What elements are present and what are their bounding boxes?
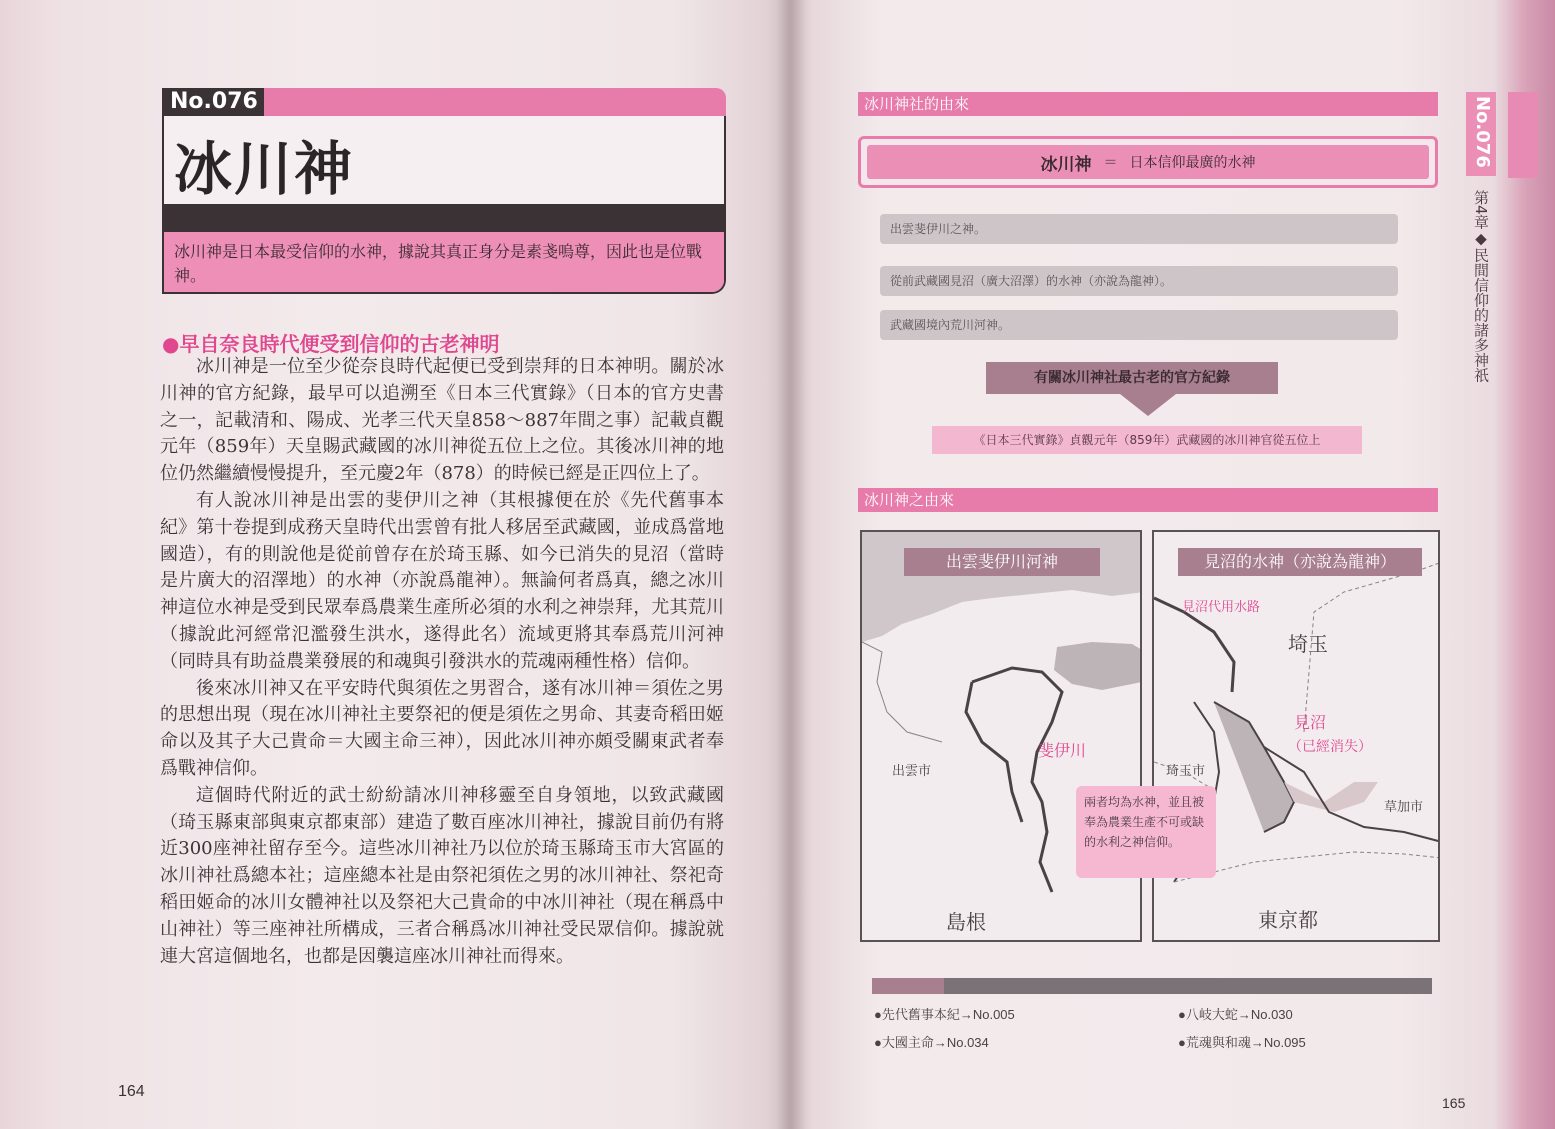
book-gutter (776, 0, 806, 1129)
paragraph: 冰川神是一位至少從奈良時代起便已受到崇拜的日本神明。關於冰川神的官方紀錄，最早可以追溯至《日本三代實錄》（日本的官方史書之一，記載清和、陽成、光孝三代天皇858～887年間之事）記載貞觀元年（859年）天皇賜武藏國的冰川神從五位上之位。其後冰川神的地位仍然繼續慢慢提升，至元慶2年（878）的時候已經是正四位上了。 (160, 356, 724, 485)
city-label: 出雲市 (892, 764, 932, 779)
related-bar (872, 978, 1432, 994)
key-concept-inner (867, 145, 1429, 179)
entry-divider-band (164, 204, 726, 232)
section-heading: ●早自奈良時代便受到信仰的古老神明 (162, 332, 500, 356)
origin-item: 武藏國境內荒川河神。 (880, 310, 1398, 340)
capital-label: 東京都 (1258, 908, 1318, 932)
paragraph: 後來冰川神又在平安時代與須佐之男習合，遂有冰川神＝須佐之男的思想出現（現在冰川神社主要祭祀的便是須佐之男命、其妻奇稻田姬命以及其子大己貴命＝大國主命三神），因此冰川神亦頗受關東武者奉爲戰神信仰。 (160, 677, 724, 779)
page-number-right: 165 (1442, 1095, 1466, 1111)
prefecture-label: 島根 (946, 910, 986, 934)
origin2-section-bar: 冰川神之由來 (858, 488, 1438, 512)
paragraph: 這個時代附近的武士紛紛請冰川神移靈至自身領地，以致武藏國（琦玉縣東部與東京都東部）建造了數百座冰川神社，據說目前仍有將近300座神社留存至今。這些冰川神社乃以位於琦玉縣琦玉市大宮區的冰川神社爲總本社；這座總本社是由祭祀須佐之男的冰川神社、祭祀奇稻田姬命的冰川女體神社以及祭祀大己貴命的中冰川神社（現在稱爲中山神社）等三座神社所構成，三者合稱爲冰川神社受民眾信仰。據說就連大宮這個地名，也都是因襲這座冰川神社而得來。 (160, 784, 724, 967)
city-label: 草加市 (1384, 800, 1424, 815)
related-link[interactable]: ●八岐大蛇→No.030 (1178, 1007, 1293, 1022)
paragraph: 有人說冰川神是出雲的斐伊川之神（其根據便在於《先代舊事本紀》第十卷提到成務天皇時代出雲曾有批人移居至武藏國，並成爲當地國造），有的則說他是從前曾存在於琦玉縣、如今已消失的見沼（當時是片廣大的沼澤地）的水神（亦說爲龍神）。無論何者爲真，總之冰川神這位水神是受到民眾奉爲農業生產所必須的水利之神崇拜，尤其荒川（據說此河經常氾濫發生洪水，遂得此名）流域更將其奉爲荒川河神（同時具有助益農業發展的和魂與引發洪水的荒魂兩種性格）信仰。 (160, 489, 724, 672)
prefecture-label: 埼玉 (1288, 632, 1328, 656)
entry-header (162, 88, 726, 300)
down-arrow-icon (1120, 394, 1176, 416)
map-izumo-label: 出雲斐伊川河神 (904, 548, 1100, 576)
river-label: 斐伊川 (1038, 741, 1087, 760)
related-tag (872, 978, 944, 994)
map-minuma (1152, 530, 1440, 942)
marsh-label: 見沼 (1294, 713, 1327, 732)
key-description: 日本信仰最廣的水神 (1129, 155, 1256, 171)
entry-summary: 冰川神是日本最受信仰的水神，據說其真正身分是素戔嗚尊，因此也是位戰神。 (164, 232, 726, 294)
canal-label: 見沼代用水路 (1182, 600, 1261, 615)
key-equals: ＝ (1103, 155, 1118, 171)
entry-header-bar (264, 88, 726, 116)
record-label: 有關冰川神社最古老的官方紀錄 (986, 362, 1278, 394)
city-label: 琦玉市 (1166, 764, 1206, 779)
map-izumo (860, 530, 1142, 942)
side-entry-number: No.076 (1472, 96, 1493, 168)
page-number-left: 164 (118, 1083, 145, 1100)
origin-item: 從前武藏國見沼（廣大沼澤）的水神（亦說為龍神）。 (880, 266, 1398, 296)
marsh-note: （已經消失） (1288, 739, 1372, 755)
map-izumo-drawing (862, 532, 1142, 942)
related-link[interactable]: ●荒魂與和魂→No.095 (1178, 1035, 1306, 1050)
origin-section-bar: 冰川神社的由來 (858, 92, 1438, 116)
entry-title-box (162, 116, 726, 294)
callout-note: 兩者均為水神，並且被奉為農業生產不可或缺的水利之神信仰。 (1076, 786, 1216, 878)
record-result: 《日本三代實錄》貞觀元年（859年）武藏國的冰川神官從五位上 (932, 426, 1362, 454)
side-chapter-title: 第4章◆民間信仰的諸多神祇 (1472, 190, 1490, 383)
origin-item: 出雲斐伊川之神。 (880, 214, 1398, 244)
entry-number: No.076 (162, 88, 264, 116)
thumb-index-tab (1508, 92, 1538, 178)
related-link[interactable]: ●先代舊事本紀→No.005 (874, 1007, 1015, 1022)
map-minuma-label: 見沼的水神（亦說為龍神） (1178, 548, 1422, 576)
key-concept-box (858, 136, 1438, 188)
body-text (160, 354, 724, 970)
related-link[interactable]: ●大國主命→No.034 (874, 1035, 989, 1050)
entry-title: 冰川神 (174, 135, 355, 203)
key-god-name: 冰川神 (1040, 154, 1092, 175)
